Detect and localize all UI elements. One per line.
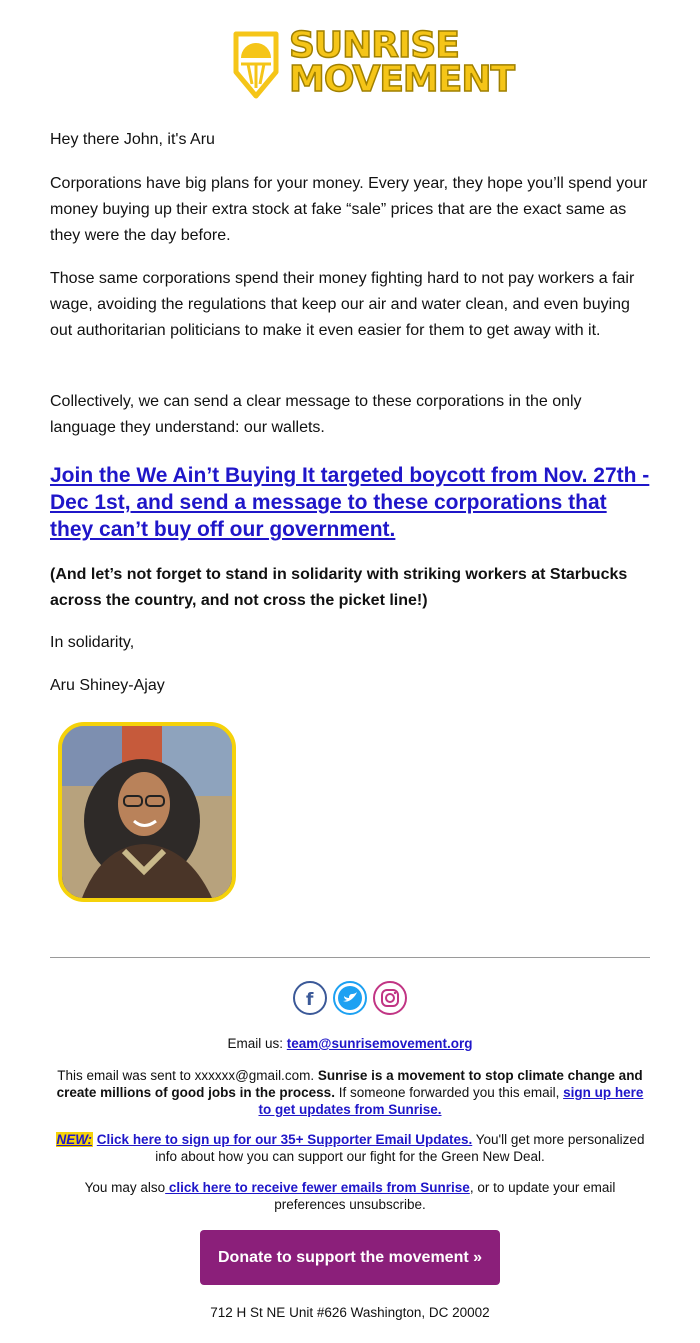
signup-link[interactable]: sign up here to get updates from Sunrise. <box>258 1085 644 1117</box>
email-prefix: Email us: <box>227 1036 284 1051</box>
paragraph-1: Corporations have big plans for your money. Every year, they hope you’ll spend your money buying up their extra stock at fake “sale” prices that are the exact same as they were the day before. <box>50 175 648 244</box>
email-link[interactable]: team@sunrisemovement.org <box>286 1036 473 1051</box>
signoff: In solidarity, <box>50 634 135 651</box>
sunrise-logo-icon <box>232 28 280 100</box>
signature: Aru Shiney-Ajay <box>50 677 165 694</box>
donate-button[interactable]: Donate to support the movement » <box>200 1230 500 1285</box>
sent-to-block <box>50 1067 650 1118</box>
mailing-address: 712 H St NE Unit #626 Washington, DC 20002 <box>210 1305 490 1320</box>
svg-text:f: f <box>306 990 314 1010</box>
solidarity-note: (And let’s not forget to stand in solidarity with striking workers at Starbucks across the country, and not cross the picket line!) <box>50 566 628 609</box>
sunrise-logo[interactable] <box>232 25 515 100</box>
forward-text: If someone forwarded you this email, <box>338 1085 560 1100</box>
author-photo <box>58 722 236 902</box>
fewer-prefix: You may also <box>84 1180 166 1195</box>
instagram-icon[interactable] <box>373 981 407 1015</box>
logo-line-2: MOVEMENT <box>289 59 515 100</box>
fewer-suffix: , or to update your email preferences unsubscribe. <box>274 1180 616 1212</box>
supporter-updates-link[interactable]: Click here to sign up for our 35+ Supporter Email Updates. <box>96 1132 473 1147</box>
new-badge: NEW: <box>56 1132 93 1147</box>
paragraph-3: Collectively, we can send a clear message to these corporations in the only language they understand: our wallets. <box>50 393 582 436</box>
logo-line-1: SUNRISE <box>289 25 459 66</box>
mission-text: Sunrise is a movement to stop climate change and create millions of good jobs in the process. <box>56 1068 643 1100</box>
greeting: Hey there John, it's Aru <box>50 131 215 148</box>
supporter-block <box>50 1131 650 1165</box>
supporter-text: You'll get more personalized info about how you can support our fight for the Green New Deal. <box>155 1132 645 1164</box>
email-us-line <box>50 1035 650 1052</box>
portrait-illustration <box>62 726 232 898</box>
sent-to-text: This email was sent to xxxxxx@gmail.com. <box>57 1068 315 1083</box>
fewer-emails-link[interactable]: click here to receive fewer emails from Sunrise <box>165 1180 470 1195</box>
logo-wordmark <box>289 25 515 100</box>
paragraph-2: Those same corporations spend their money fighting hard to not pay workers a fair wage, avoiding the regulations that keep our air and water clean, and even buying out authoritarian politicians to make it even easier for them to get away with it. <box>50 270 635 339</box>
boycott-cta-link[interactable]: Join the We Ain’t Buying It targeted boycott from Nov. 27th - Dec 1st, and send a message to these corporations that they can’t buy off our government. <box>50 464 650 541</box>
fewer-emails-block <box>50 1179 650 1213</box>
twitter-icon[interactable] <box>333 981 367 1015</box>
footer-divider <box>50 957 650 958</box>
facebook-icon[interactable] <box>293 981 327 1015</box>
